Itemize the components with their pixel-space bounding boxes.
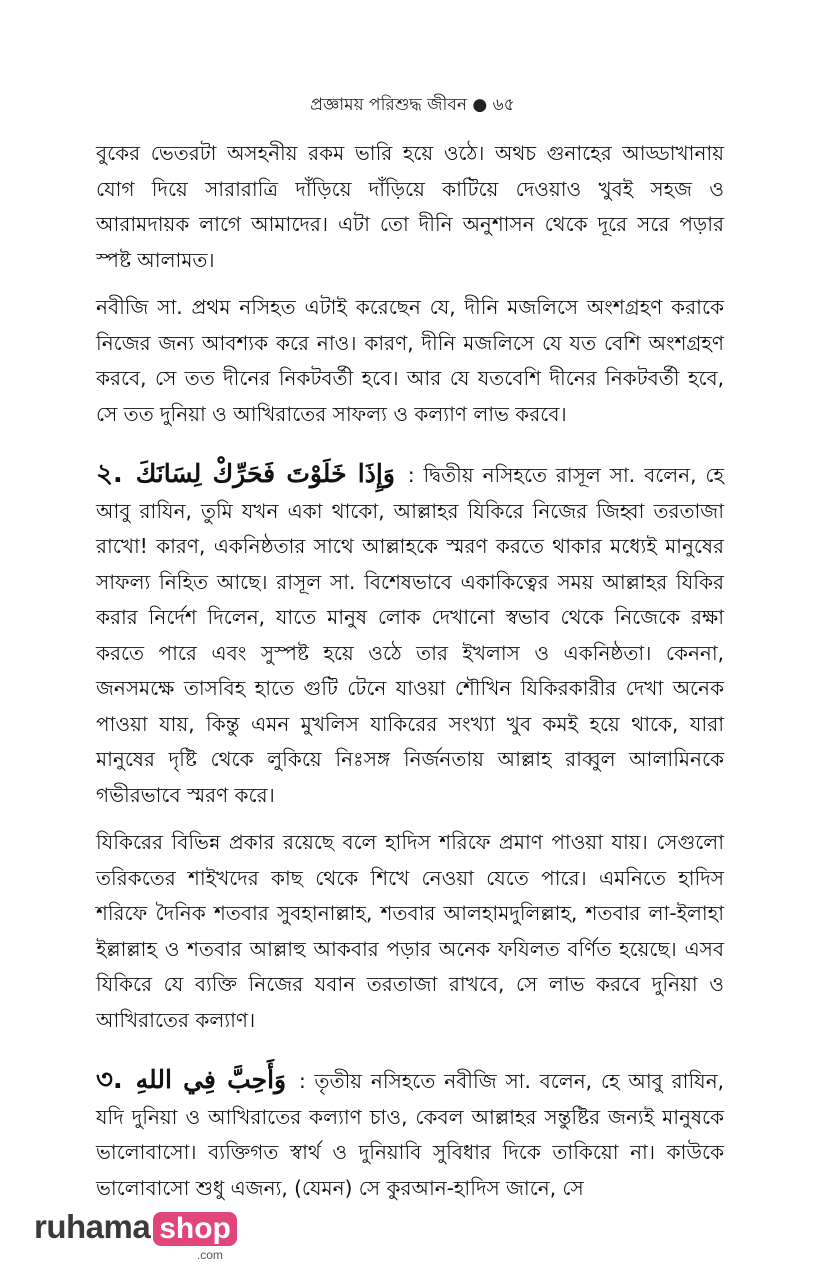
brand-shop-label: shop bbox=[159, 1212, 231, 1245]
page-body bbox=[96, 136, 724, 1218]
arabic-quote-3: وَأَحِبَّ فِي اللهِ bbox=[135, 1065, 287, 1094]
paragraph-3-text: : দ্বিতীয় নসিহতে রাসূল সা. বলেন, হে আবু রাযিন, তুমি যখন একা থাকো, আল্লাহর যিকিরে নিজের জিহ্বা তরতাজা রাখো! কারণ, একনিষ্ঠতার সাথে আল্লাহকে স্মরণ করতে থাকার মধ্যেই মানুষের সাফল্য নিহিত আছে। রাসূল সা. বিশেষভাবে একাকিত্বের সময় আল্লাহর যিকির করার নির্দেশ দিলেন, যাতে মানুষ লোক দেখানো স্বভাব থেকে নিজেকে রক্ষা করতে পারে এবং সুস্পষ্ট হয়ে ওঠে তার ইখলাস ও একনিষ্ঠতা। কেননা, জনসমক্ষে তাসবিহ হাতে গুটি টেনে যাওয়া শৌখিন যিকিরকারীর দেখা অনেক পাওয়া যায়, কিন্তু এমন মুখলিস যাকিরের সংখ্যা খুব কমই হয়ে থাকে, যারা মানুষের দৃষ্টি থেকে লুকিয়ে নিঃসঙ্গ নির্জনতায় আল্লাহ রাব্বুল আলামিনকে গভীরভাবে স্মরণ করে। bbox=[96, 463, 724, 807]
brand-domain: .com bbox=[196, 1248, 223, 1262]
paragraph-1: বুকের ভেতরটা অসহনীয় রকম ভারি হয়ে ওঠে। অথচ গুনাহের আড্ডাখানায় যোগ দিয়ে সারারাত্রি দাঁড়িয়ে দাঁড়িয়ে কাটিয়ে দেওয়াও খুবই সহজ ও আরামদায়ক লাগে আমাদের। এটা তো দীনি অনুশাসন থেকে দূরে সরে পড়ার স্পষ্ট আলামত। bbox=[96, 141, 724, 272]
paragraph-3 bbox=[96, 456, 724, 813]
paragraph-5 bbox=[96, 1062, 724, 1206]
arabic-quote-2: وَإِذَا خَلَوْتَ فَحَرِّكْ لِسَانَكَ bbox=[135, 459, 395, 488]
brand-name: ruhama bbox=[34, 1208, 151, 1245]
point-number-3: ৩. bbox=[96, 1065, 123, 1095]
ruhamashop-watermark bbox=[34, 1208, 237, 1262]
brand-shop-badge bbox=[153, 1212, 237, 1262]
paragraph-5-text: : তৃতীয় নসিহতে নবীজি সা. বলেন, হে আবু রাযিন, যদি দুনিয়া ও আখিরাতের কল্যাণ চাও, কেবল আল্লাহর সন্তুষ্টির জন্যই মানুষকে ভালোবাসো। ব্যক্তিগত স্বার্থ ও দুনিয়াবি সুবিধার দিকে তাকিয়ো না। কাউকে ভালোবাসো শুধু এজন্য, (যেমন) সে কুরআন-হাদিস জানে, সে bbox=[96, 1069, 725, 1200]
running-header: প্রজ্ঞাময় পরিশুদ্ধ জীবন ● ৬৫ bbox=[310, 95, 515, 115]
point-number-2: ২. bbox=[96, 459, 123, 489]
paragraph-4: যিকিরের বিভিন্ন প্রকার রয়েছে বলে হাদিস শরিফে প্রমাণ পাওয়া যায়। সেগুলো তরিকতের শাইখদের কাছ থেকে শিখে নেওয়া যেতে পারে। এমনিতে হাদিস শরিফে দৈনিক শতবার সুবহানাল্লাহ, শতবার আলহামদুলিল্লাহ, শতবার লা-ইলাহা ইল্লাল্লাহ ও শতবার আল্লাহু আকবার পড়ার অনেক ফযিলত বর্ণিত হয়েছে। এসব যিকিরে যে ব্যক্তি নিজের যবান তরতাজা রাখবে, সে লাভ করবে দুনিয়া ও আখিরাতের কল্যাণ। bbox=[96, 830, 724, 1032]
paragraph-2: নবীজি সা. প্রথম নসিহত এটাই করেছেন যে, দীনি মজলিসে অংশগ্রহণ করাকে নিজের জন্য আবশ্যক করে নাও। কারণ, দীনি মজলিসে যে যত বেশি অংশগ্রহণ করবে, সে তত দীনের নিকটবর্তী হবে। আর যে যতবেশি দীনের নিকটবর্তী হবে, সে তত দুনিয়া ও আখিরাতের সাফল্য ও কল্যাণ লাভ করবে। bbox=[96, 295, 724, 426]
